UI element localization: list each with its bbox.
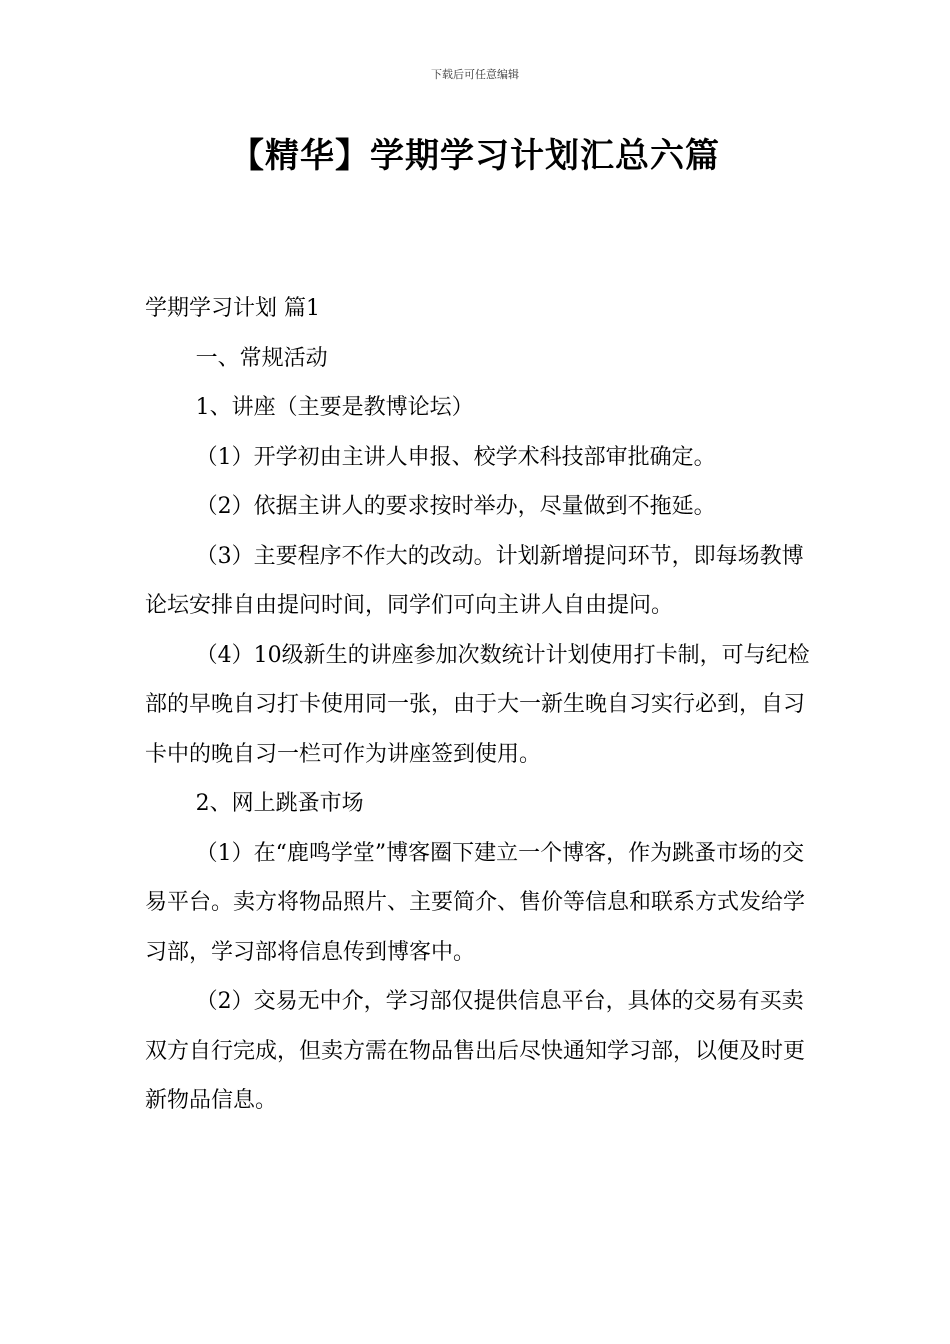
paragraph: （2）交易无中介，学习部仅提供信息平台，具体的交易有买卖双方自行完成，但卖方需在物品售出后尽快通知学习部，以便及时更新物品信息。 xyxy=(145,989,806,1113)
paragraph: 2、网上跳蚤市场 xyxy=(195,791,364,816)
paragraph: 一、常规活动 xyxy=(195,345,328,371)
paragraph: （2）依据主讲人的要求按时举办，尽量做到不拖延。 xyxy=(195,494,716,519)
paragraph: （1）开学初由主讲人申报、校学术科技部审批确定。 xyxy=(195,444,716,470)
document-title: 【精华】学期学习计划汇总六篇 xyxy=(230,136,720,176)
header-note: 下载后可任意编辑 xyxy=(431,68,519,81)
paragraph: （3）主要程序不作大的改动。计划新增提问环节，即每场教博论坛安排自由提问时间，同学们可向主讲人自由提问。 xyxy=(145,543,804,618)
document-body xyxy=(145,284,810,1126)
paragraph: （4）10级新生的讲座参加次数统计计划使用打卡制，可与纪检部的早晚自习打卡使用同一张，由于大一新生晚自习实行必到，自习卡中的晚自习一栏可作为讲座签到使用。 xyxy=(145,642,810,767)
section-heading: 学期学习计划 篇1 xyxy=(145,296,320,321)
paragraph: 1、讲座（主要是教博论坛） xyxy=(195,395,474,420)
paragraph: （1）在“鹿鸣学堂”博客圈下建立一个博客，作为跳蚤市场的交易平台。卖方将物品照片、主要简介、售价等信息和联系方式发给学习部，学习部将信息传到博客中。 xyxy=(145,840,806,965)
